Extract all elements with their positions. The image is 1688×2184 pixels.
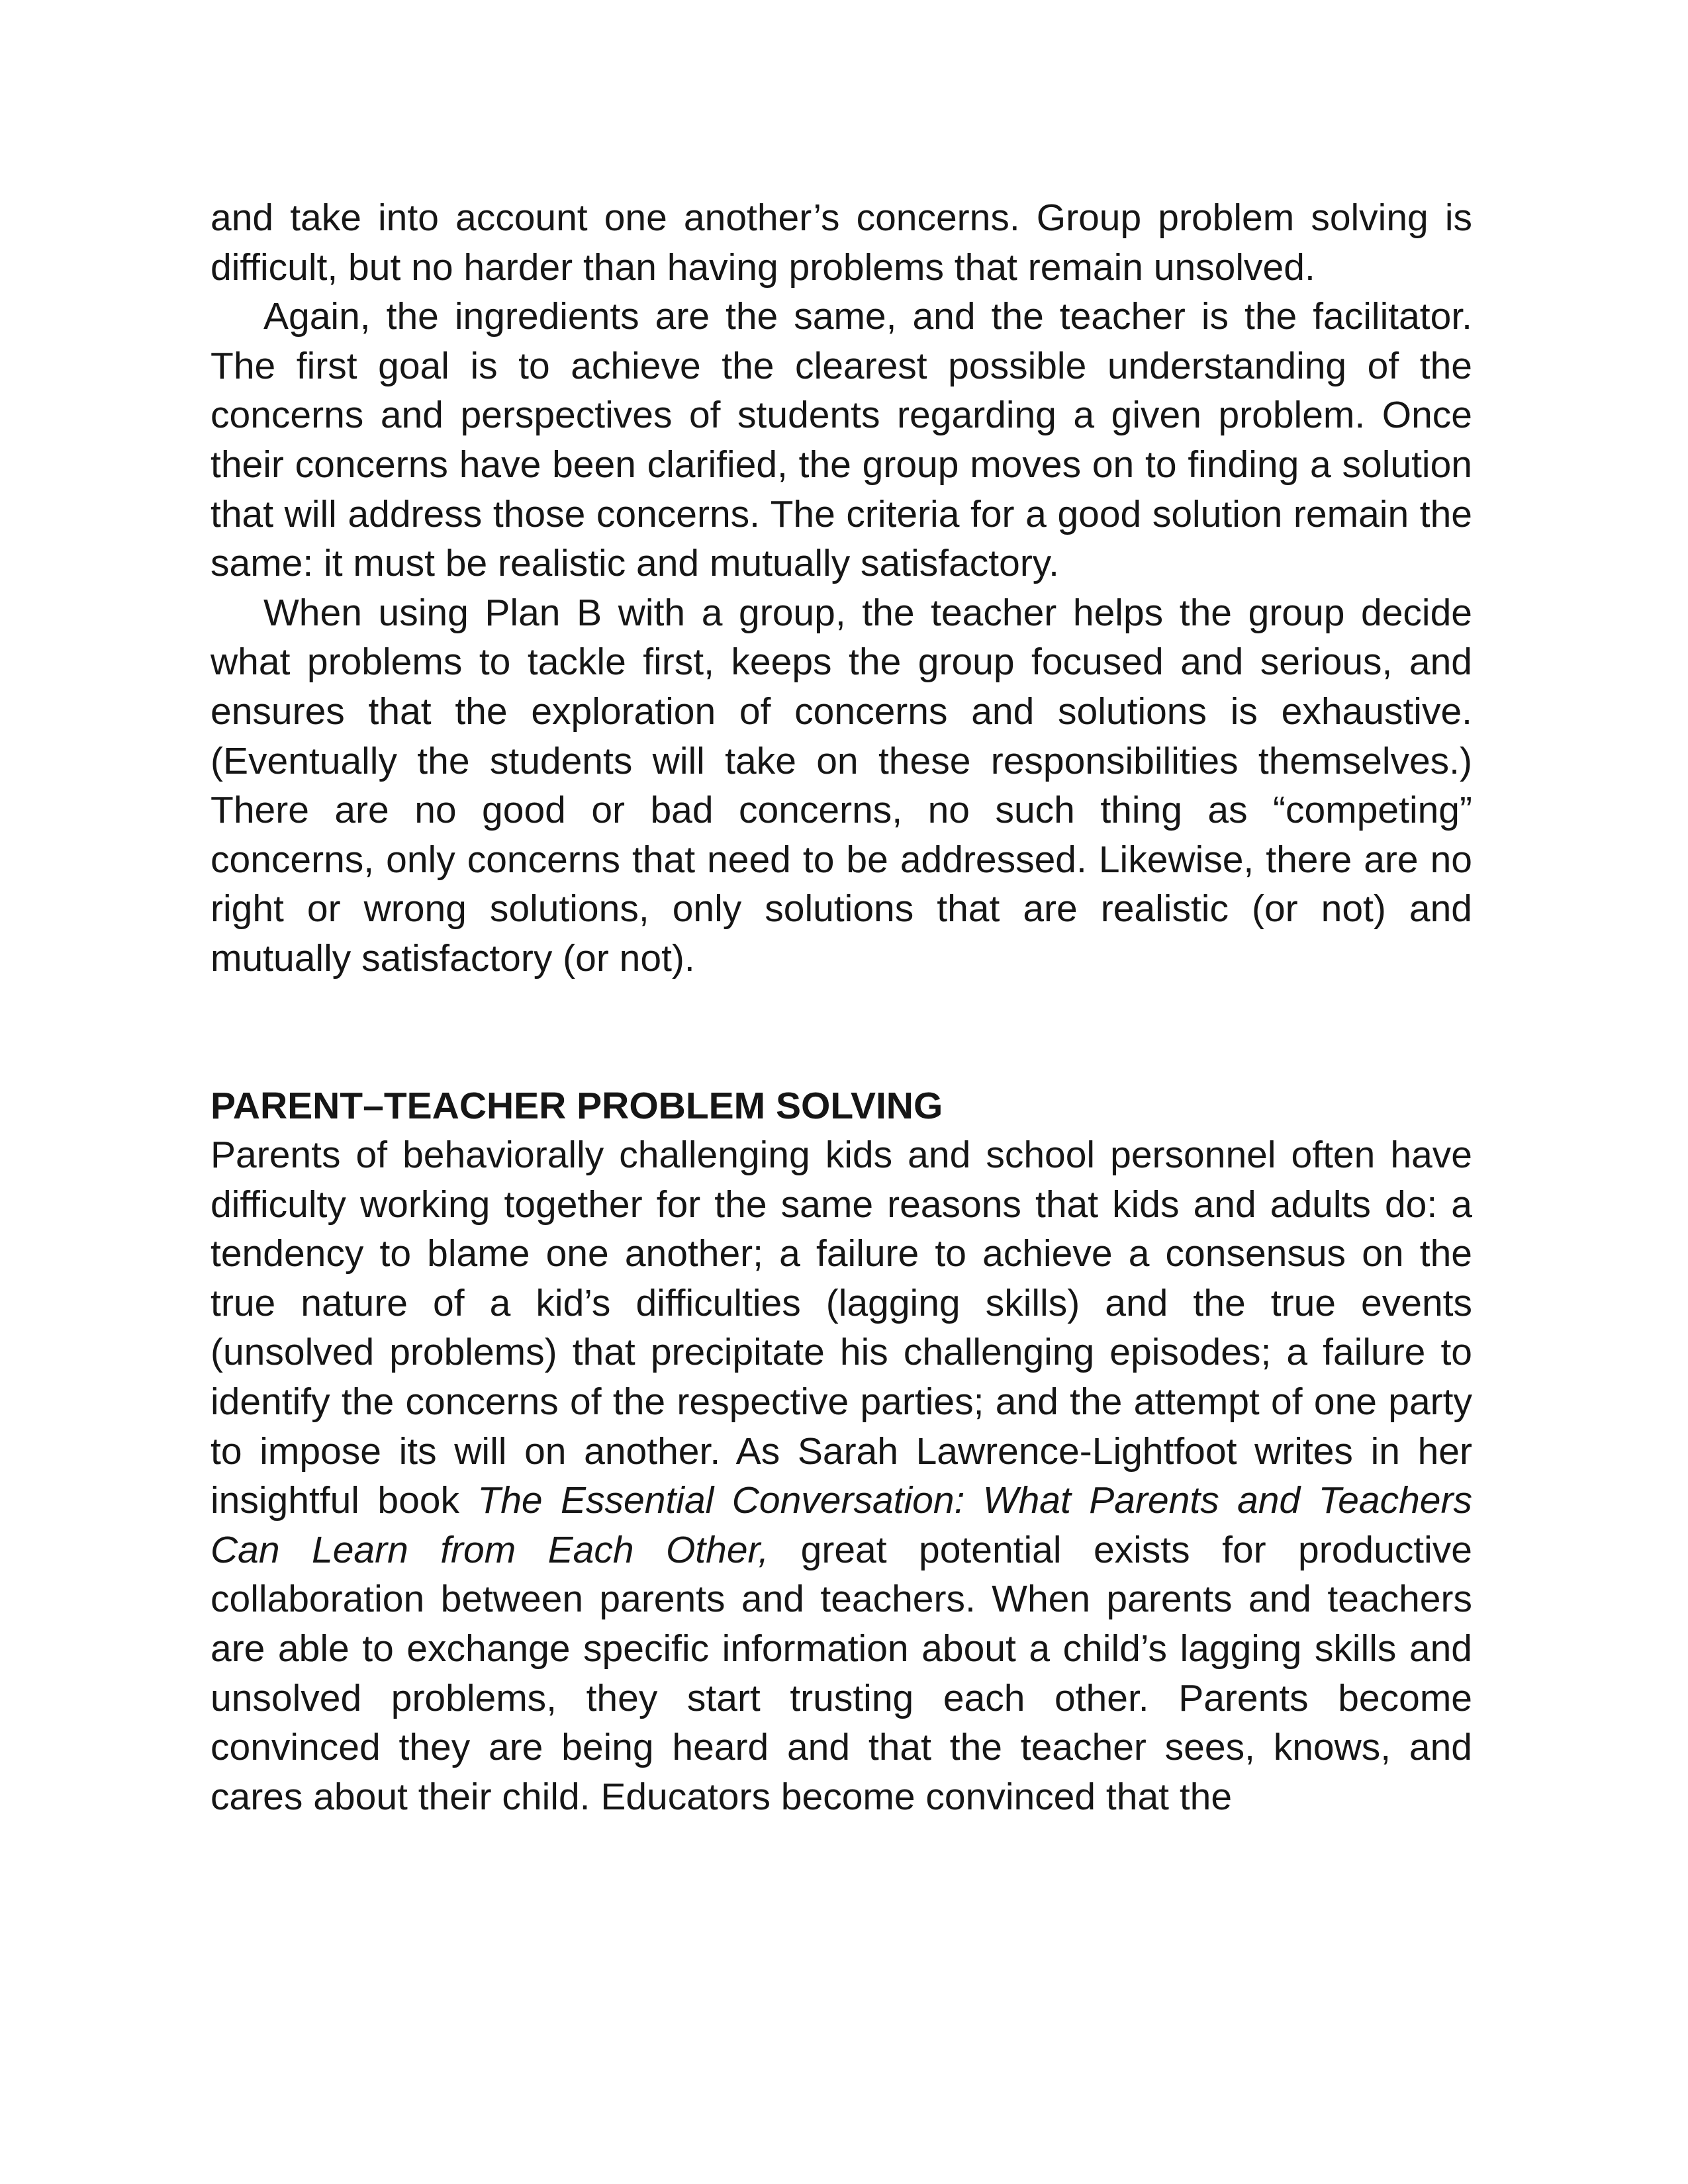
section-heading: PARENT–TEACHER PROBLEM SOLVING [211, 1084, 943, 1127]
paragraph-ingredients: Again, the ingredients are the same, and the teacher is the facilitator. The first goal is to achieve the clearest possible understanding of the concerns and perspectives of students regarding a given problem. Once their concerns have been clarified, the group moves on to finding a solution that will address those concerns. The criteria for a good solution remain the same: it must be realistic and mutually satisfactory. [211, 295, 1472, 585]
paragraph-continuation: and take into account one another’s concerns. Group problem solving is difficult, but no harder than having problems that remain unsolved. [211, 197, 1472, 289]
paragraph-plan-b-group: When using Plan B with a group, the teacher helps the group decide what problems to tackle first, keeps the group focused and serious, and ensures that the exploration of concerns and solutions is exhaustive. (Eventually the students will take on these responsibilities themselves.) There are no good or bad concerns, no such thing as “competing” concerns, only concerns that need to be addressed. Likewise, there are no right or wrong solutions, only solutions that are realistic (or not) and mutually satisfactory (or not). [211, 591, 1472, 979]
paragraph-parent-teacher [211, 1130, 1472, 1821]
book-title: The Essential Conversation: What Parents and Teachers Can Learn from Each Other, [211, 1479, 1472, 1571]
paragraph-text-after-title: great potential exists for productive collaboration between parents and teachers. When parents and teachers are able to exchange specific information about a child’s lagging skills and unsolved problems, they start trusting each other. Parents become convinced they are being heard and that the teacher sees, knows, and cares about their child. Educators become convinced that the [211, 1528, 1472, 1818]
document-page [211, 193, 1472, 1821]
paragraph-text-before-title: Parents of behaviorally challenging kids and school personnel often have difficulty working together for the same reasons that kids and adults do: a tendency to blame one another; a failure to achieve a consensus on the true nature of a kid’s difficulties (lagging skills) and the true events (unsolved problems) that precipitate his challenging episodes; a failure to identify the concerns of the respective parties; and the attempt of one party to impose its will on another. As Sarah Lawrence-Lightfoot writes in her insightful book [211, 1134, 1472, 1522]
